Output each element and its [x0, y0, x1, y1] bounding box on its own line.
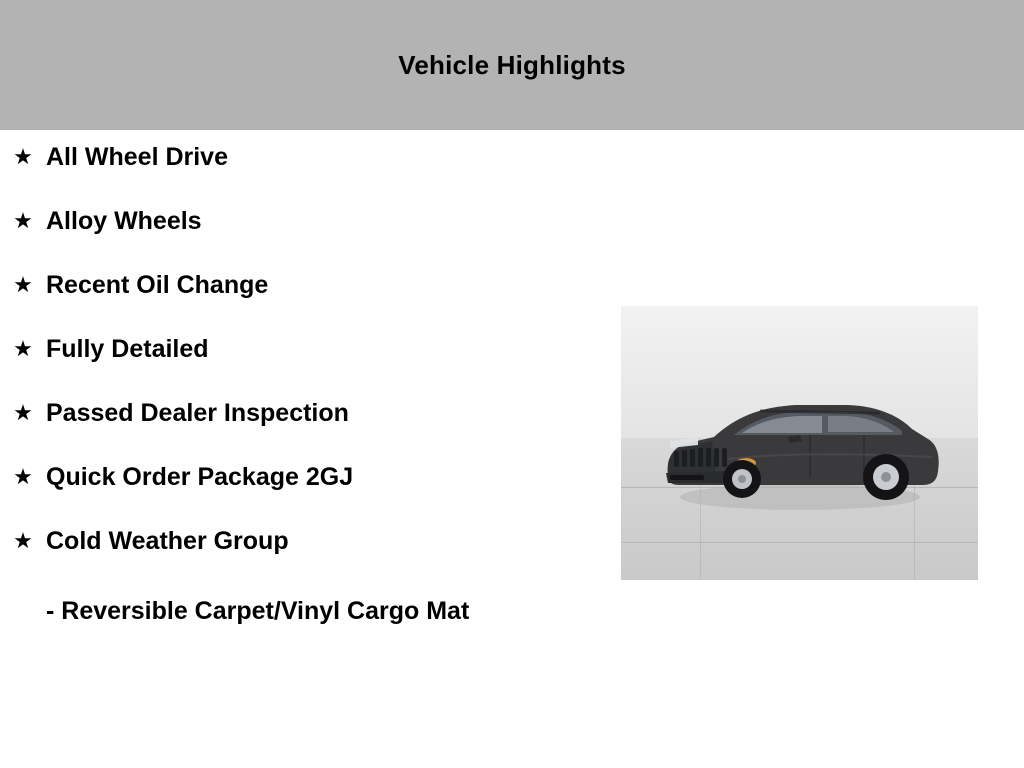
star-bullet-icon: ★: [13, 208, 33, 233]
highlight-label: Alloy Wheels: [46, 207, 202, 235]
highlight-label: Passed Dealer Inspection: [46, 399, 349, 427]
floor-seam-line: [621, 542, 978, 543]
star-bullet-icon: ★: [13, 144, 33, 169]
star-bullet-icon: ★: [13, 336, 33, 361]
suv-illustration-icon: [650, 373, 950, 523]
highlights-list: [0, 140, 600, 628]
highlight-label: Recent Oil Change: [46, 271, 269, 299]
highlight-label: All Wheel Drive: [46, 143, 228, 171]
star-bullet-icon: ★: [13, 464, 33, 489]
star-bullet-icon: ★: [13, 400, 33, 425]
star-bullet-icon: ★: [13, 528, 33, 553]
list-item: [0, 460, 600, 502]
list-item-sub-note: [0, 594, 600, 628]
list-item: [0, 140, 600, 182]
list-item: [0, 268, 600, 310]
star-bullet-icon: ★: [13, 272, 33, 297]
highlight-sub-note: - Reversible Carpet/Vinyl Cargo Mat: [46, 597, 470, 625]
list-item: [0, 396, 600, 438]
list-item: [0, 204, 600, 246]
list-item: [0, 332, 600, 374]
highlight-label: Quick Order Package 2GJ: [46, 463, 354, 491]
vehicle-photo: [621, 306, 978, 580]
list-item: [0, 524, 600, 566]
highlight-label: Cold Weather Group: [46, 527, 289, 555]
page-title: Vehicle Highlights: [398, 50, 626, 80]
highlight-label: Fully Detailed: [46, 335, 209, 363]
